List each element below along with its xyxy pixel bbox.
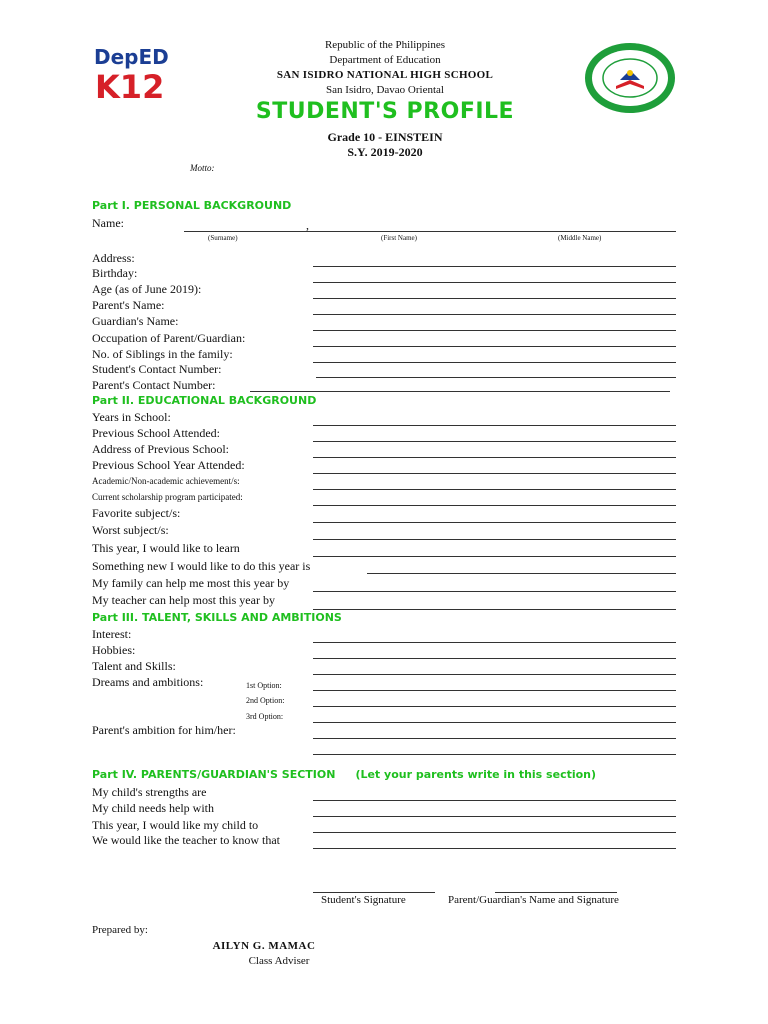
motto-label: Motto: — [190, 163, 215, 173]
family-help-label: My family can help me most this year by — [92, 576, 290, 590]
guardians-name-line[interactable] — [313, 330, 676, 331]
part4-title — [92, 768, 596, 781]
previous-school-year-label: Previous School Year Attended: — [92, 458, 245, 472]
school-seal-icon — [582, 40, 678, 116]
teacher-know-label: We would like the teacher to know that — [92, 833, 280, 847]
achievements-line[interactable] — [313, 489, 676, 490]
worst-subject-line[interactable] — [313, 539, 676, 540]
deped-logo-icon — [92, 42, 172, 102]
first-name-caption: (First Name) — [381, 234, 417, 242]
student-signature-label: Student's Signature — [321, 894, 406, 906]
years-in-school-label: Years in School: — [92, 410, 171, 424]
interest-line[interactable] — [313, 642, 676, 643]
previous-school-year-line[interactable] — [313, 473, 676, 474]
worst-subject-label: Worst subject/s: — [92, 523, 169, 537]
header-school-address: San Isidro, Davao Oriental — [326, 84, 444, 96]
parent-ambition-line-1[interactable] — [313, 738, 676, 739]
option2-line[interactable] — [313, 706, 676, 707]
occupation-line[interactable] — [313, 346, 676, 347]
dreams-label: Dreams and ambitions: — [92, 675, 204, 689]
like-child-to-line[interactable] — [313, 832, 676, 833]
surname-caption: (Surname) — [208, 234, 238, 242]
k12-logo-text: K12 — [95, 68, 165, 102]
adviser-name: AILYN G. MAMAC — [212, 940, 316, 952]
strengths-line[interactable] — [313, 800, 676, 801]
prepared-by-label: Prepared by: — [92, 924, 148, 936]
needs-help-line[interactable] — [313, 816, 676, 817]
parents-name-line[interactable] — [313, 314, 676, 315]
header-school-name: SAN ISIDRO NATIONAL HIGH SCHOOL — [276, 69, 494, 81]
student-contact-label: Student's Contact Number: — [92, 362, 222, 376]
adviser-title: Class Adviser — [248, 955, 310, 967]
birthday-label: Birthday: — [92, 266, 138, 280]
something-new-label: Something new I would like to do this year is — [92, 559, 311, 573]
guardians-name-label: Guardian's Name: — [92, 314, 179, 328]
favorite-subject-line[interactable] — [313, 522, 676, 523]
name-comma: , — [306, 218, 309, 232]
previous-school-address-label: Address of Previous School: — [92, 442, 229, 456]
part4-title-text: Part IV. PARENTS/GUARDIAN'S SECTION — [92, 768, 336, 781]
siblings-line[interactable] — [313, 362, 676, 363]
middle-name-caption: (Middle Name) — [558, 234, 602, 242]
hobbies-line[interactable] — [313, 658, 676, 659]
interest-label: Interest: — [92, 627, 132, 641]
scholarship-line[interactable] — [313, 505, 676, 506]
option2-label: 2nd Option: — [246, 696, 285, 705]
birthday-line[interactable] — [313, 282, 676, 283]
part4-note: (Let your parents write in this section) — [355, 768, 597, 781]
previous-school-line[interactable] — [313, 441, 676, 442]
page-title: STUDENT'S PROFILE — [255, 99, 515, 124]
name-label: Name: — [92, 216, 124, 230]
parent-ambition-label: Parent's ambition for him/her: — [92, 723, 236, 737]
header-department: Department of Education — [329, 54, 441, 66]
part3-title: Part III. TALENT, SKILLS AND AMBITIONS — [92, 611, 342, 624]
teacher-help-label: My teacher can help most this year by — [92, 593, 275, 607]
favorite-subject-label: Favorite subject/s: — [92, 506, 181, 520]
like-to-learn-line[interactable] — [313, 556, 676, 557]
address-label: Address: — [92, 251, 135, 265]
something-new-line[interactable] — [367, 573, 676, 574]
parent-signature-line[interactable] — [495, 892, 617, 893]
occupation-label: Occupation of Parent/Guardian: — [92, 331, 246, 345]
school-year: S.Y. 2019-2020 — [347, 145, 423, 159]
teacher-know-line[interactable] — [313, 848, 676, 849]
deped-logo-text: DepED — [94, 45, 169, 69]
teacher-help-line[interactable] — [313, 609, 676, 610]
talent-skills-label: Talent and Skills: — [92, 659, 176, 673]
student-signature-line[interactable] — [313, 892, 435, 893]
like-to-learn-label: This year, I would like to learn — [92, 541, 240, 555]
option3-label: 3rd Option: — [246, 712, 284, 721]
option3-line[interactable] — [313, 722, 676, 723]
name-field-line[interactable] — [184, 231, 676, 232]
header-republic: Republic of the Philippines — [324, 39, 446, 51]
parent-signature-label: Parent/Guardian's Name and Signature — [448, 894, 619, 906]
talent-skills-line[interactable] — [313, 674, 676, 675]
family-help-line[interactable] — [313, 591, 676, 592]
address-line[interactable] — [313, 266, 676, 267]
strengths-label: My child's strengths are — [92, 785, 207, 799]
student-contact-line[interactable] — [316, 377, 676, 378]
years-in-school-line[interactable] — [313, 425, 676, 426]
age-line[interactable] — [313, 298, 676, 299]
parents-name-label: Parent's Name: — [92, 298, 165, 312]
school-seal — [582, 40, 678, 116]
part1-title: Part I. PERSONAL BACKGROUND — [92, 199, 292, 212]
deped-k12-logo — [92, 42, 172, 102]
like-child-to-label: This year, I would like my child to — [92, 818, 259, 832]
age-label: Age (as of June 2019): — [92, 282, 202, 296]
parent-contact-line[interactable] — [250, 391, 670, 392]
previous-school-address-line[interactable] — [313, 457, 676, 458]
option1-line[interactable] — [313, 690, 676, 691]
achievements-label: Academic/Non-academic achievement/s: — [92, 476, 240, 486]
option1-label: 1st Option: — [246, 681, 282, 690]
part2-title: Part II. EDUCATIONAL BACKGROUND — [92, 394, 317, 407]
previous-school-label: Previous School Attended: — [92, 426, 220, 440]
parent-ambition-line-2[interactable] — [313, 754, 676, 755]
scholarship-label: Current scholarship program participated: — [92, 492, 243, 502]
parent-contact-label: Parent's Contact Number: — [92, 378, 216, 392]
grade-section: Grade 10 - EINSTEIN — [327, 130, 443, 144]
siblings-label: No. of Siblings in the family: — [92, 347, 233, 361]
hobbies-label: Hobbies: — [92, 643, 136, 657]
needs-help-label: My child needs help with — [92, 801, 214, 815]
